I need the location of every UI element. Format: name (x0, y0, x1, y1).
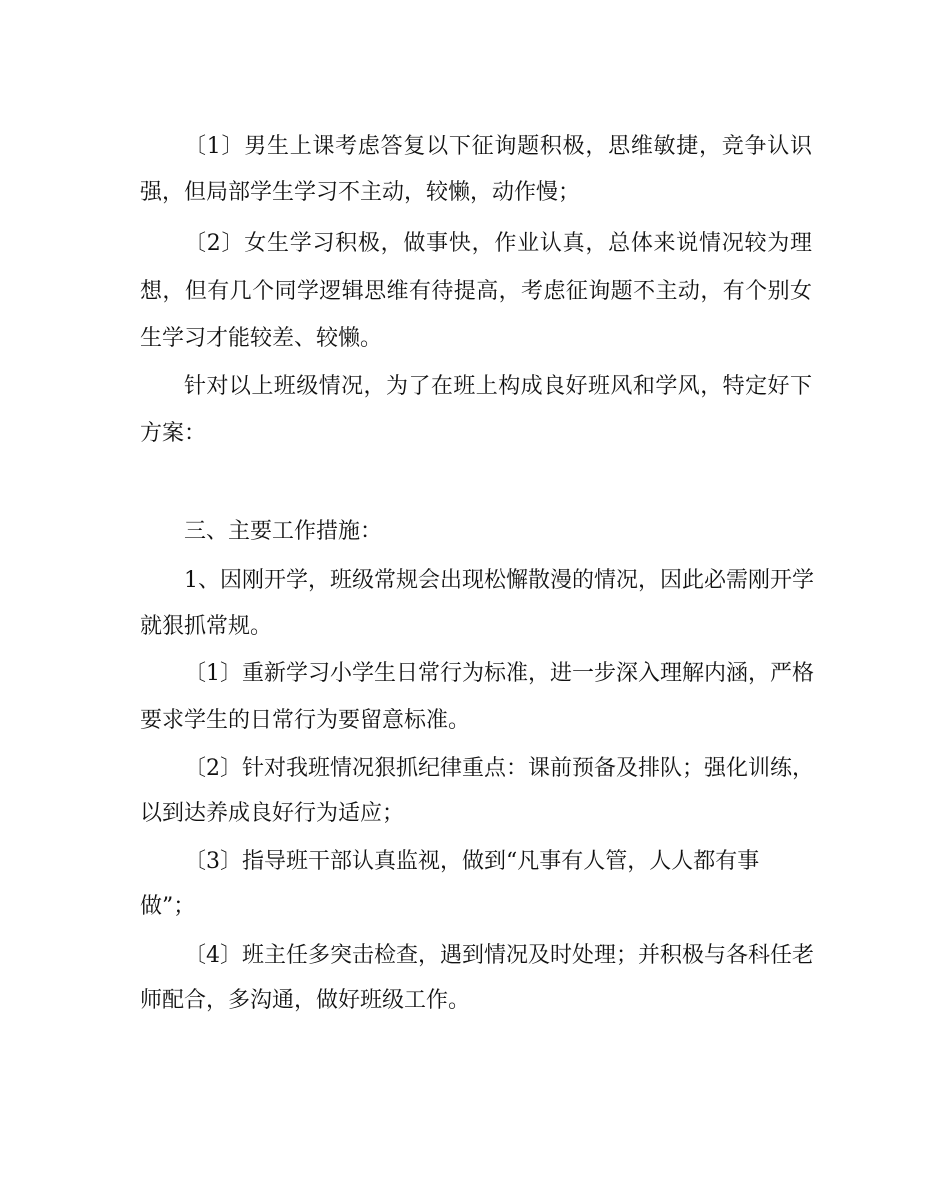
text-line: 要求学生的日常行为要留意标准。 (140, 708, 471, 733)
text-line: 师配合，多沟通，做好班级工作。 (140, 988, 471, 1013)
text-line: 生学习才能较差、较懒。 (140, 326, 383, 351)
text-line: 〔1〕男生上课考虑答复以下征询题积极，思维敏捷，竞争认识 (184, 134, 812, 159)
text-line: 就狠抓常规。 (140, 614, 273, 639)
text-line: 〔2〕女生学习积极，做事快，作业认真，总体来说情况较为理 (184, 231, 812, 256)
text-line: 〔1〕重新学习小学生日常行为标准，进一步深入理解内涵，严格 (184, 661, 814, 686)
heading-text: 三、主要工作措施： (184, 519, 383, 544)
text-line: 〔3〕指导班干部认真监视，做到“凡事有人管，人人都有事 (184, 849, 760, 874)
text-line: 〔2〕针对我班情况狠抓纪律重点：课前预备及排队；强化训练， (184, 756, 814, 781)
text-line: 针对以上班级情况，为了在班上构成良好班风和学风，特定好下 (184, 374, 812, 399)
text-line: 做”； (140, 894, 196, 919)
text-line: 〔4〕班主任多突击检查，遇到情况及时处理；并积极与各科任老 (184, 943, 814, 968)
text-line: 想，但有几个同学逻辑思维有待提高，考虑征询题不主动，有个别女 (140, 279, 812, 304)
text-line: 方案： (140, 421, 207, 446)
text-line: 以到达养成良好行为适应； (140, 801, 405, 826)
text-line: 强，但局部学生学习不主动，较懒，动作慢； (140, 180, 581, 205)
text-line: 1、因刚开学，班级常规会出现松懈散漫的情况，因此必需刚开学 (184, 568, 814, 593)
